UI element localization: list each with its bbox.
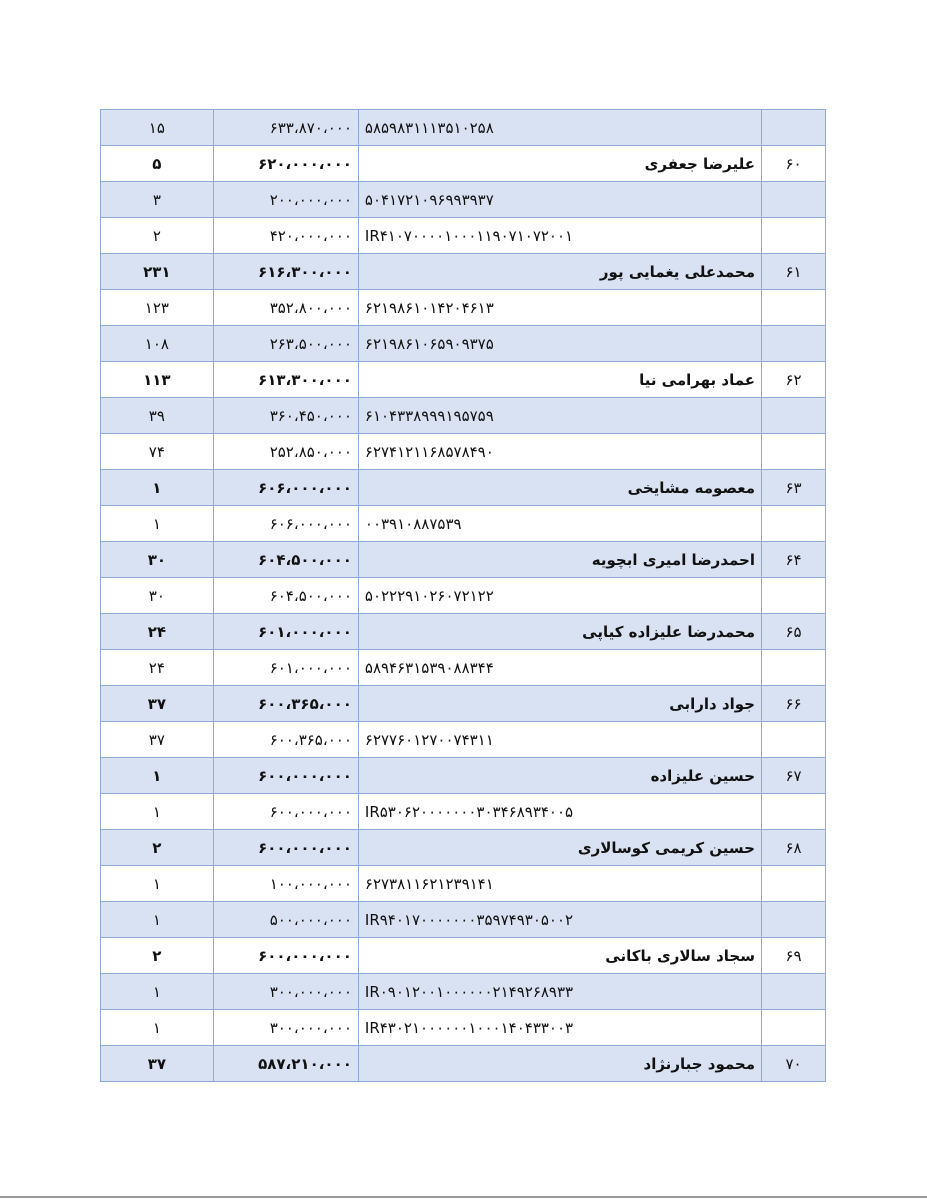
account-row bbox=[101, 182, 826, 218]
table-body bbox=[101, 110, 826, 1082]
account-number-cell: ۵۰۴۱۷۲۱۰۹۶۹۹۳۹۳۷ bbox=[358, 182, 761, 218]
amount-cell: ۶۰۰،۳۶۵،۰۰۰ bbox=[213, 722, 358, 758]
row-index-cell: ۶۲ bbox=[762, 362, 826, 398]
account-number-cell: IR۹۴۰۱۷۰۰۰۰۰۰۰۳۵۹۷۴۹۳۰۵۰۰۲ bbox=[358, 902, 761, 938]
row-index-cell bbox=[762, 110, 826, 146]
person-row bbox=[101, 362, 826, 398]
count-cell: ۲ bbox=[101, 830, 214, 866]
person-row bbox=[101, 758, 826, 794]
amount-cell: ۳۶۰،۴۵۰،۰۰۰ bbox=[213, 398, 358, 434]
amount-cell: ۱۰۰،۰۰۰،۰۰۰ bbox=[213, 866, 358, 902]
row-index-cell: ۷۰ bbox=[762, 1046, 826, 1082]
row-index-cell bbox=[762, 902, 826, 938]
amount-cell: ۶۱۶،۳۰۰،۰۰۰ bbox=[213, 254, 358, 290]
account-row bbox=[101, 650, 826, 686]
account-number-cell: ۵۸۵۹۸۳۱۱۱۳۵۱۰۲۵۸ bbox=[358, 110, 761, 146]
row-index-cell bbox=[762, 866, 826, 902]
person-name-cell: جواد دارابی bbox=[358, 686, 761, 722]
count-cell: ۱ bbox=[101, 974, 214, 1010]
account-row bbox=[101, 290, 826, 326]
account-row bbox=[101, 794, 826, 830]
amount-cell: ۳۵۲،۸۰۰،۰۰۰ bbox=[213, 290, 358, 326]
count-cell: ۱۵ bbox=[101, 110, 214, 146]
row-index-cell bbox=[762, 326, 826, 362]
row-index-cell bbox=[762, 974, 826, 1010]
account-number-cell: ۵۰۲۲۲۹۱۰۲۶۰۷۲۱۲۲ bbox=[358, 578, 761, 614]
account-row bbox=[101, 1010, 826, 1046]
count-cell: ۲۴ bbox=[101, 650, 214, 686]
person-row bbox=[101, 146, 826, 182]
count-cell: ۳۰ bbox=[101, 542, 214, 578]
row-index-cell bbox=[762, 578, 826, 614]
row-index-cell: ۶۵ bbox=[762, 614, 826, 650]
page-bottom-rule bbox=[0, 1196, 927, 1198]
person-name-cell: عماد بهرامی نیا bbox=[358, 362, 761, 398]
count-cell: ۲۴ bbox=[101, 614, 214, 650]
person-row bbox=[101, 938, 826, 974]
account-row bbox=[101, 866, 826, 902]
account-number-cell: ۵۸۹۴۶۳۱۵۳۹۰۸۸۳۴۴ bbox=[358, 650, 761, 686]
amount-cell: ۳۰۰،۰۰۰،۰۰۰ bbox=[213, 974, 358, 1010]
account-row bbox=[101, 110, 826, 146]
account-row bbox=[101, 326, 826, 362]
account-row bbox=[101, 434, 826, 470]
amount-cell: ۶۰۰،۰۰۰،۰۰۰ bbox=[213, 758, 358, 794]
row-index-cell: ۶۴ bbox=[762, 542, 826, 578]
person-name-cell: محمدعلی یغمایی پور bbox=[358, 254, 761, 290]
count-cell: ۱ bbox=[101, 866, 214, 902]
amount-cell: ۶۱۳،۳۰۰،۰۰۰ bbox=[213, 362, 358, 398]
count-cell: ۱ bbox=[101, 902, 214, 938]
account-number-cell: ۰۰۳۹۱۰۸۸۷۵۳۹ bbox=[358, 506, 761, 542]
count-cell: ۲ bbox=[101, 938, 214, 974]
person-row bbox=[101, 830, 826, 866]
row-index-cell bbox=[762, 1010, 826, 1046]
account-row bbox=[101, 902, 826, 938]
account-row bbox=[101, 578, 826, 614]
amount-cell: ۲۶۳،۵۰۰،۰۰۰ bbox=[213, 326, 358, 362]
amount-cell: ۶۰۰،۰۰۰،۰۰۰ bbox=[213, 794, 358, 830]
account-row bbox=[101, 218, 826, 254]
count-cell: ۳۹ bbox=[101, 398, 214, 434]
person-name-cell: سجاد سالاری باکانی bbox=[358, 938, 761, 974]
account-number-cell: ۶۲۷۴۱۲۱۱۶۸۵۷۸۴۹۰ bbox=[358, 434, 761, 470]
person-name-cell: حسین کریمی کوسالاری bbox=[358, 830, 761, 866]
count-cell: ۱ bbox=[101, 758, 214, 794]
amount-cell: ۶۰۰،۰۰۰،۰۰۰ bbox=[213, 830, 358, 866]
row-index-cell: ۶۰ bbox=[762, 146, 826, 182]
row-index-cell: ۶۸ bbox=[762, 830, 826, 866]
row-index-cell: ۶۷ bbox=[762, 758, 826, 794]
account-number-cell: IR۵۳۰۶۲۰۰۰۰۰۰۰۳۰۳۴۶۸۹۳۴۰۰۵ bbox=[358, 794, 761, 830]
person-name-cell: احمدرضا امیری ابچویه bbox=[358, 542, 761, 578]
amount-cell: ۶۳۳،۸۷۰،۰۰۰ bbox=[213, 110, 358, 146]
person-name-cell: علیرضا جعفری bbox=[358, 146, 761, 182]
count-cell: ۳۷ bbox=[101, 722, 214, 758]
account-row bbox=[101, 974, 826, 1010]
amount-cell: ۵۸۷،۲۱۰،۰۰۰ bbox=[213, 1046, 358, 1082]
count-cell: ۱ bbox=[101, 470, 214, 506]
account-number-cell: ۶۱۰۴۳۳۸۹۹۹۱۹۵۷۵۹ bbox=[358, 398, 761, 434]
row-index-cell bbox=[762, 398, 826, 434]
count-cell: ۳۷ bbox=[101, 686, 214, 722]
count-cell: ۲ bbox=[101, 218, 214, 254]
amount-cell: ۵۰۰،۰۰۰،۰۰۰ bbox=[213, 902, 358, 938]
amount-cell: ۶۰۴،۵۰۰،۰۰۰ bbox=[213, 542, 358, 578]
person-row bbox=[101, 542, 826, 578]
row-index-cell: ۶۱ bbox=[762, 254, 826, 290]
account-number-cell: IR۴۳۰۲۱۰۰۰۰۰۰۱۰۰۰۱۴۰۴۳۳۰۰۳ bbox=[358, 1010, 761, 1046]
account-number-cell: IR۴۱۰۷۰۰۰۰۱۰۰۰۱۱۹۰۷۱۰۷۲۰۰۱ bbox=[358, 218, 761, 254]
amount-cell: ۶۰۰،۰۰۰،۰۰۰ bbox=[213, 938, 358, 974]
person-row bbox=[101, 254, 826, 290]
count-cell: ۳ bbox=[101, 182, 214, 218]
amount-cell: ۶۲۰،۰۰۰،۰۰۰ bbox=[213, 146, 358, 182]
account-number-cell: ۶۲۷۳۸۱۱۶۲۱۲۳۹۱۴۱ bbox=[358, 866, 761, 902]
row-index-cell bbox=[762, 506, 826, 542]
account-number-cell: ۶۲۱۹۸۶۱۰۶۵۹۰۹۳۷۵ bbox=[358, 326, 761, 362]
count-cell: ۵ bbox=[101, 146, 214, 182]
account-row bbox=[101, 506, 826, 542]
row-index-cell: ۶۶ bbox=[762, 686, 826, 722]
amount-cell: ۶۰۶،۰۰۰،۰۰۰ bbox=[213, 470, 358, 506]
row-index-cell: ۶۹ bbox=[762, 938, 826, 974]
count-cell: ۱۲۳ bbox=[101, 290, 214, 326]
amount-cell: ۶۰۱،۰۰۰،۰۰۰ bbox=[213, 614, 358, 650]
row-index-cell bbox=[762, 722, 826, 758]
person-name-cell: محمود جبارنژاد bbox=[358, 1046, 761, 1082]
count-cell: ۷۴ bbox=[101, 434, 214, 470]
donation-table bbox=[100, 109, 826, 1082]
count-cell: ۱ bbox=[101, 794, 214, 830]
amount-cell: ۶۰۱،۰۰۰،۰۰۰ bbox=[213, 650, 358, 686]
row-index-cell bbox=[762, 650, 826, 686]
amount-cell: ۶۰۶،۰۰۰،۰۰۰ bbox=[213, 506, 358, 542]
person-name-cell: معصومه مشایخی bbox=[358, 470, 761, 506]
person-name-cell: محمدرضا علیزاده کیاپی bbox=[358, 614, 761, 650]
account-number-cell: ۶۲۷۷۶۰۱۲۷۰۰۷۴۳۱۱ bbox=[358, 722, 761, 758]
row-index-cell bbox=[762, 218, 826, 254]
count-cell: ۱ bbox=[101, 1010, 214, 1046]
amount-cell: ۲۵۲،۸۵۰،۰۰۰ bbox=[213, 434, 358, 470]
count-cell: ۱۱۳ bbox=[101, 362, 214, 398]
count-cell: ۳۷ bbox=[101, 1046, 214, 1082]
account-number-cell: ۶۲۱۹۸۶۱۰۱۴۲۰۴۶۱۳ bbox=[358, 290, 761, 326]
account-number-cell: IR۰۹۰۱۲۰۰۱۰۰۰۰۰۰۲۱۴۹۲۶۸۹۳۳ bbox=[358, 974, 761, 1010]
row-index-cell bbox=[762, 290, 826, 326]
row-index-cell bbox=[762, 794, 826, 830]
row-index-cell bbox=[762, 434, 826, 470]
account-row bbox=[101, 722, 826, 758]
amount-cell: ۶۰۴،۵۰۰،۰۰۰ bbox=[213, 578, 358, 614]
row-index-cell: ۶۳ bbox=[762, 470, 826, 506]
amount-cell: ۴۲۰،۰۰۰،۰۰۰ bbox=[213, 218, 358, 254]
person-row bbox=[101, 614, 826, 650]
count-cell: ۲۳۱ bbox=[101, 254, 214, 290]
count-cell: ۱ bbox=[101, 506, 214, 542]
amount-cell: ۶۰۰،۳۶۵،۰۰۰ bbox=[213, 686, 358, 722]
account-row bbox=[101, 398, 826, 434]
person-row bbox=[101, 470, 826, 506]
count-cell: ۳۰ bbox=[101, 578, 214, 614]
person-name-cell: حسین علیزاده bbox=[358, 758, 761, 794]
person-row bbox=[101, 1046, 826, 1082]
person-row bbox=[101, 686, 826, 722]
row-index-cell bbox=[762, 182, 826, 218]
amount-cell: ۳۰۰،۰۰۰،۰۰۰ bbox=[213, 1010, 358, 1046]
count-cell: ۱۰۸ bbox=[101, 326, 214, 362]
amount-cell: ۲۰۰،۰۰۰،۰۰۰ bbox=[213, 182, 358, 218]
